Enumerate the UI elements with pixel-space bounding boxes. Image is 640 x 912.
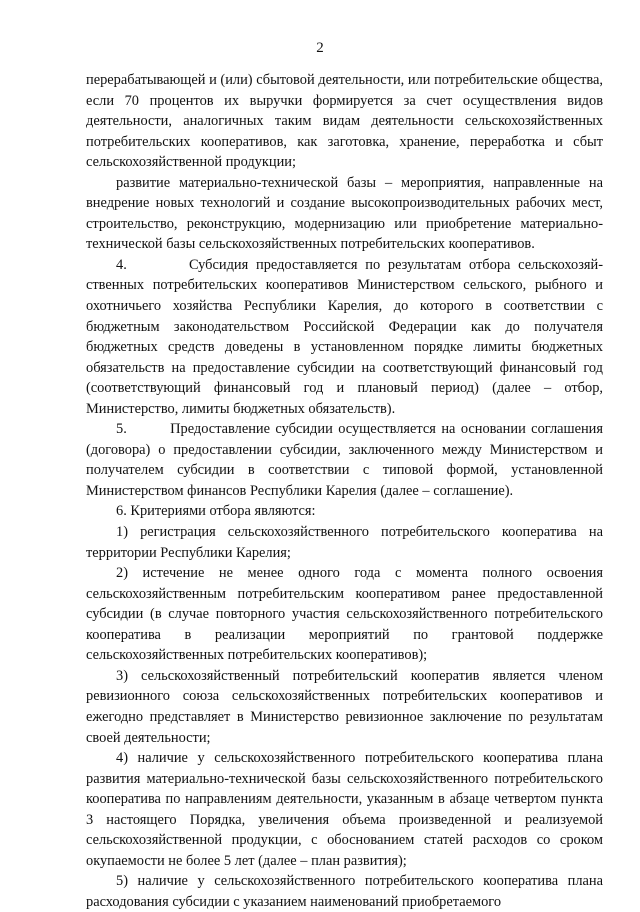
paragraph-definition-material-base: развитие материально-технической базы – мероприятия, направленные на внедрение новых технологий и создание высокопроизводительных рабочих мест, строительство, реконструкцию, модернизацию или приобретение материально-технической базы сельскохозяйственных потребительских кооперативов. xyxy=(86,174,603,253)
criteria-item-3: 3) сельскохозяйственный потребительский кооператив является членом ревизионного союза сельскохозяйственных потребительских кооперативов и ежегодно представляет в Министерство ревизионное заключение по результатам своей деятельности; xyxy=(86,667,603,746)
paragraph-continuation: перерабатывающей и (или) сбытовой деятельности, или потребительские общества, если 70 процентов их выручки формируется за счет осуществления видов деятельности, аналогичных таким видам деятельности сельскохозяйственных потребительских кооперативов, как заготовка, хранение, переработка и сбыт сельскохозяйственной продукции; xyxy=(86,72,603,171)
criteria-item-4: 4) наличие у сельскохозяйственного потребительского кооператива плана развития материально-технической базы сельскохозяйственного потребительского кооператива по направлениям деятельности, указанным в абзаце четвертом пункта 3 настоящего Порядка, увеличения объема произведенной и реализуемой сельскохозяйственной продукции, с обоснованием статей расходов со сроком окупаемости не более 5 лет (далее – план развития); xyxy=(86,750,603,869)
paragraph-item-6: 6. Критериями отбора являются: xyxy=(116,503,316,520)
criteria-item-5: 5) наличие у сельскохозяйственного потребительского кооператива плана расходования субсидии с указанием наименований приобретаемого xyxy=(86,873,603,910)
paragraph-item-5: 5. Предоставление субсидии осуществляется на основании соглашения (договора) о предоставлении субсидии, заключенного между Министерством и получателем субсидии в соответствии с типовой формой, установленной Министерством финансов Республики Карелия (далее – соглашение). xyxy=(86,421,603,499)
document-body xyxy=(86,70,603,912)
criteria-item-1: 1) регистрация сельскохозяйственного потребительского кооператива на территории Республики Карелия; xyxy=(86,524,603,561)
paragraph-item-4: 4. Субсидия предоставляется по результатам отбора сельскохозяй-ственных потребительских кооперативов Министерством сельского, рыбного и охотничьего хозяйства Республики Карелия, до которого в соответствии с бюджетным законодательством Российской Федерации как до получателя бюджетных средств доведены в установленном порядке лимиты бюджетных обязательств на предоставление субсидии на соответствующий финансовый год (соответствующий финансовый год и плановый период) (далее – отбор, Министерство, лимиты бюджетных обязательств). xyxy=(86,256,603,417)
page-number: 2 xyxy=(316,40,324,56)
criteria-item-2: 2) истечение не менее одного года с момента полного освоения сельскохозяйственным потребительским кооперативом ранее предоставленной субсидии (в случае повторного участия сельскохозяйственного потребительского кооператива в реализации мероприятий по грантовой поддержке сельскохозяйственных потребительских кооперативов); xyxy=(86,565,603,664)
